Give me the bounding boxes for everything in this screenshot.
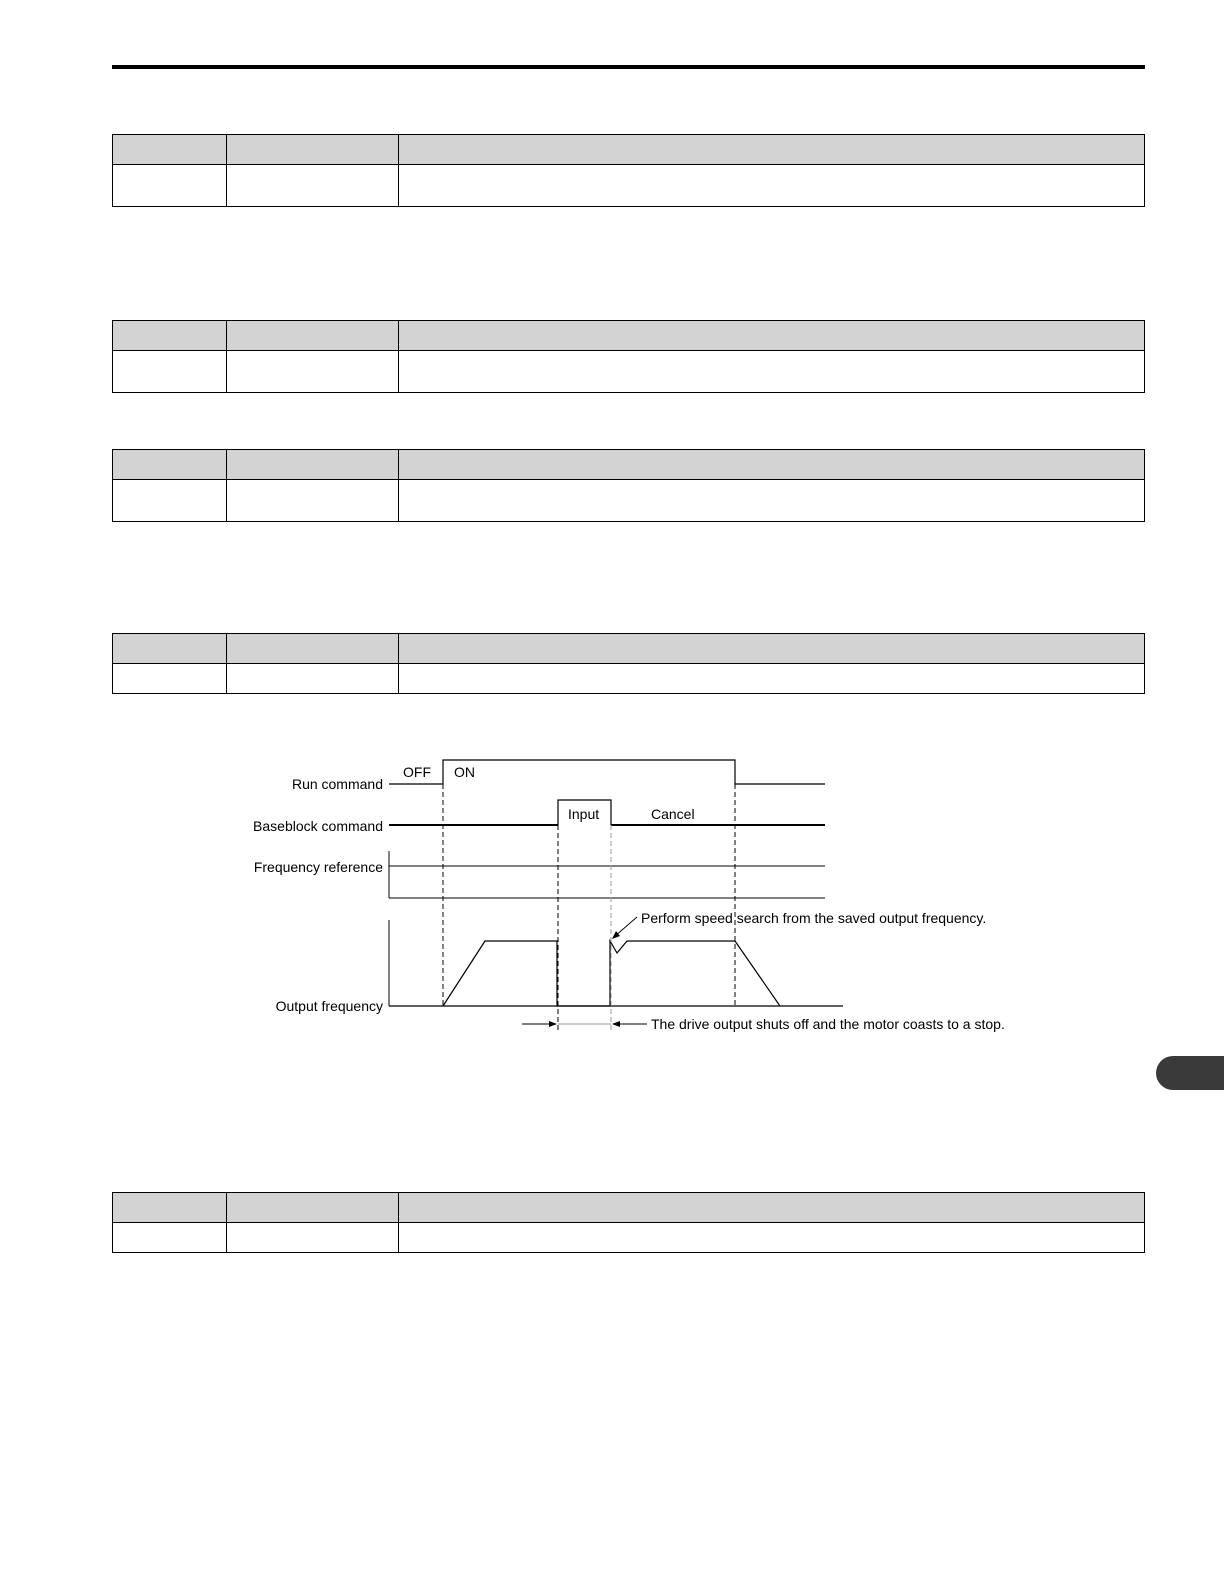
output-frequency-label: Output frequency [275, 998, 383, 1014]
cell-no [113, 480, 227, 522]
cell-no [113, 1223, 227, 1253]
baseblock-cancel-state: Cancel [651, 806, 695, 822]
cell-description [399, 480, 1145, 522]
table-header-row [113, 634, 1145, 664]
baseblock-command-label: Baseblock command [253, 818, 383, 834]
table-row [113, 1223, 1145, 1253]
header-cell-description [399, 1193, 1145, 1223]
header-cell-name [227, 321, 399, 351]
cell-name [227, 480, 399, 522]
cell-name [227, 351, 399, 393]
header-cell-name [227, 450, 399, 480]
chapter-tab [1156, 1056, 1224, 1090]
header-cell-no [113, 135, 227, 165]
cell-description [399, 165, 1145, 207]
header-cell-no [113, 321, 227, 351]
table-row [113, 664, 1145, 694]
header-cell-description [399, 450, 1145, 480]
header-cell-description [399, 321, 1145, 351]
frequency-reference-label: Frequency reference [253, 859, 383, 875]
parameter-table-4 [112, 633, 1145, 694]
cell-name [227, 1223, 399, 1253]
cell-no [113, 664, 227, 694]
coast-left-arrowhead [549, 1021, 557, 1027]
header-cell-name [227, 634, 399, 664]
header-rule [112, 65, 1145, 69]
cell-no [113, 165, 227, 207]
cell-name [227, 664, 399, 694]
speed-search-annotation: Perform speed search from the saved output frequency. [641, 910, 987, 926]
table-row [113, 351, 1145, 393]
parameter-table-1 [112, 134, 1145, 207]
table-row [113, 480, 1145, 522]
run-off-state: OFF [403, 764, 431, 780]
cell-description [399, 351, 1145, 393]
run-on-state: ON [454, 764, 475, 780]
coast-right-arrowhead [612, 1021, 620, 1027]
parameter-table-5 [112, 1192, 1145, 1253]
header-cell-description [399, 634, 1145, 664]
header-cell-no [113, 450, 227, 480]
header-cell-no [113, 1193, 227, 1223]
table-header-row [113, 1193, 1145, 1223]
table-header-row [113, 321, 1145, 351]
cell-description [399, 1223, 1145, 1253]
header-cell-name [227, 135, 399, 165]
parameter-table-2 [112, 320, 1145, 393]
header-cell-no [113, 634, 227, 664]
cell-name [227, 165, 399, 207]
header-cell-name [227, 1193, 399, 1223]
cell-description [399, 664, 1145, 694]
header-cell-description [399, 135, 1145, 165]
baseblock-input-state: Input [568, 806, 600, 822]
table-row [113, 165, 1145, 207]
run-command-label: Run command [291, 776, 383, 792]
cell-no [113, 351, 227, 393]
timing-diagram [240, 740, 1020, 1040]
parameter-table-3 [112, 449, 1145, 522]
table-header-row [113, 450, 1145, 480]
coast-stop-annotation: The drive output shuts off and the motor coasts to a stop. [651, 1016, 1005, 1032]
table-header-row [113, 135, 1145, 165]
